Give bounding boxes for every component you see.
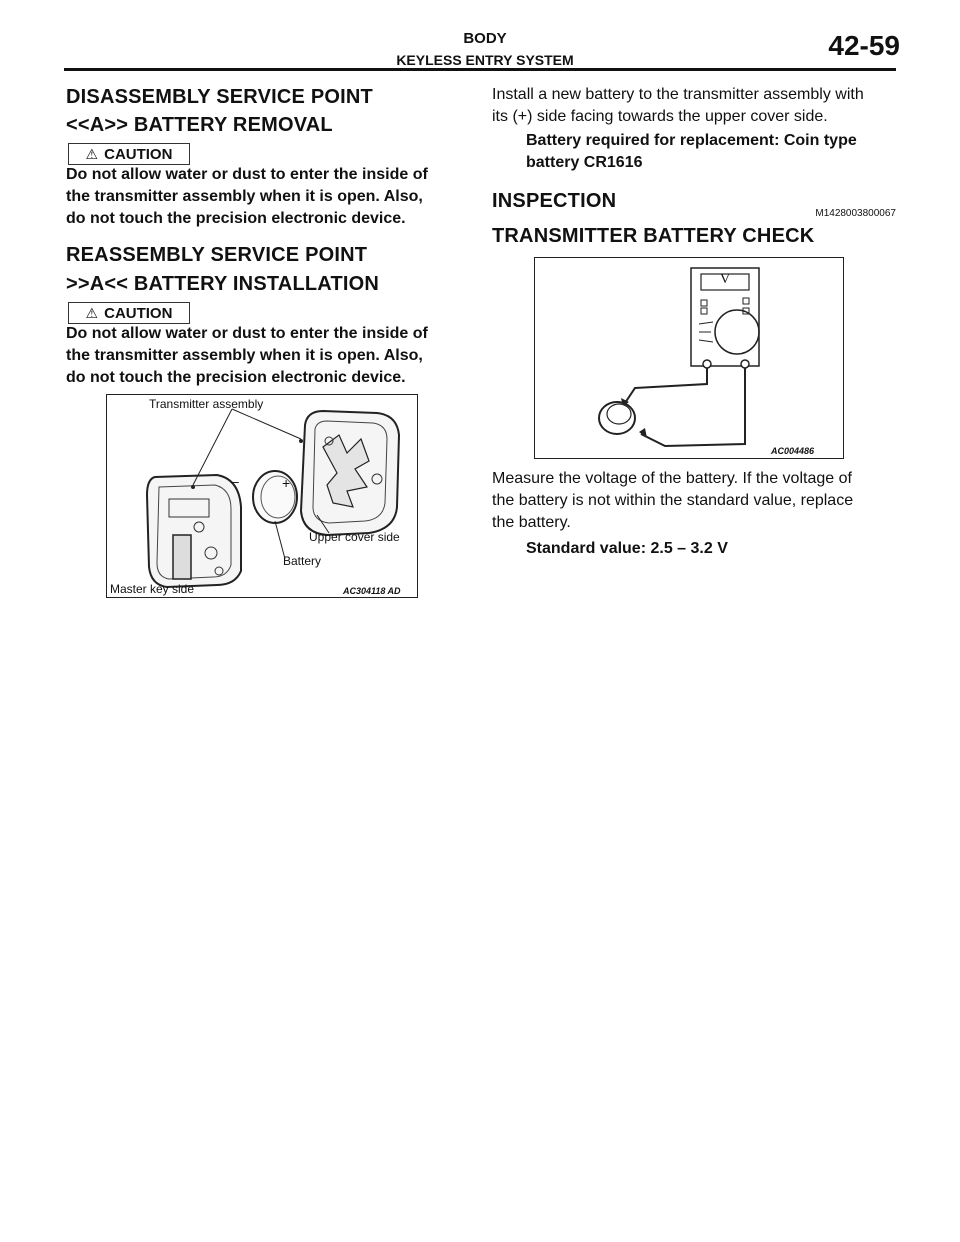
caution-badge-2 (68, 302, 190, 324)
label-upper-cover-side: Upper cover side (309, 530, 400, 544)
plus-sign: + (282, 475, 291, 491)
text-line: the battery is not within the standard value, replace (492, 492, 854, 509)
voltmeter-figure (534, 257, 844, 459)
header-section: BODY (463, 30, 507, 47)
removal-heading: <<A>> BATTERY REMOVAL (66, 114, 333, 136)
disassembly-heading: DISASSEMBLY SERVICE POINT (66, 86, 373, 108)
label-battery: Battery (283, 554, 322, 568)
text-line: Install a new battery to the transmitter assembly with (492, 86, 864, 103)
warning-triangle-icon: ⚠ (85, 305, 99, 321)
caution-text-2 (66, 323, 466, 389)
caution-line: the transmitter assembly when it is open. Also, (66, 188, 423, 205)
meter-symbol: V (719, 272, 731, 287)
caution-label: CAUTION (104, 146, 173, 163)
installation-heading: >>A<< BATTERY INSTALLATION (66, 273, 380, 295)
warning-triangle-icon: ⚠ (85, 146, 99, 162)
header-subsection: KEYLESS ENTRY SYSTEM (396, 52, 574, 68)
inspection-heading: INSPECTION (492, 190, 617, 212)
transmitter-exploded-illustration (107, 395, 417, 597)
caution-text-1 (66, 164, 466, 230)
text-line: Measure the voltage of the battery. If the voltage of (492, 470, 852, 487)
caution-line: do not touch the precision electronic device. (66, 369, 406, 386)
caution-label: CAUTION (104, 305, 173, 322)
battery-spec (526, 130, 906, 174)
text-line: the battery. (492, 514, 571, 531)
battery-check-heading: TRANSMITTER BATTERY CHECK (492, 225, 815, 247)
reassembly-heading: REASSEMBLY SERVICE POINT (66, 244, 368, 266)
inspection-code: M1428003800067 (815, 208, 896, 219)
label-transmitter-assembly: Transmitter assembly (149, 397, 264, 411)
figure-code: AC004486 (771, 446, 815, 456)
caution-line: do not touch the precision electronic device. (66, 210, 406, 227)
text-line: its (+) side facing towards the upper cover side. (492, 108, 828, 125)
text-line: battery CR1616 (526, 154, 643, 171)
caution-line: Do not allow water or dust to enter the inside of (66, 166, 428, 183)
voltmeter-illustration (535, 258, 843, 458)
minus-sign: – (231, 473, 239, 489)
standard-value: Standard value: 2.5 – 3.2 V (526, 540, 728, 557)
transmitter-figure (106, 394, 418, 598)
header-rule (64, 68, 896, 71)
caution-line: Do not allow water or dust to enter the inside of (66, 325, 428, 342)
page-number: 42-59 (828, 30, 900, 61)
caution-badge-1 (68, 143, 190, 165)
install-paragraph (492, 84, 902, 128)
text-line: Battery required for replacement: Coin type (526, 132, 857, 149)
caution-line: the transmitter assembly when it is open. Also, (66, 347, 423, 364)
measure-paragraph (492, 468, 902, 534)
label-master-key-side: Master key side (110, 582, 195, 596)
figure-code: AC304118 AD (343, 586, 401, 596)
